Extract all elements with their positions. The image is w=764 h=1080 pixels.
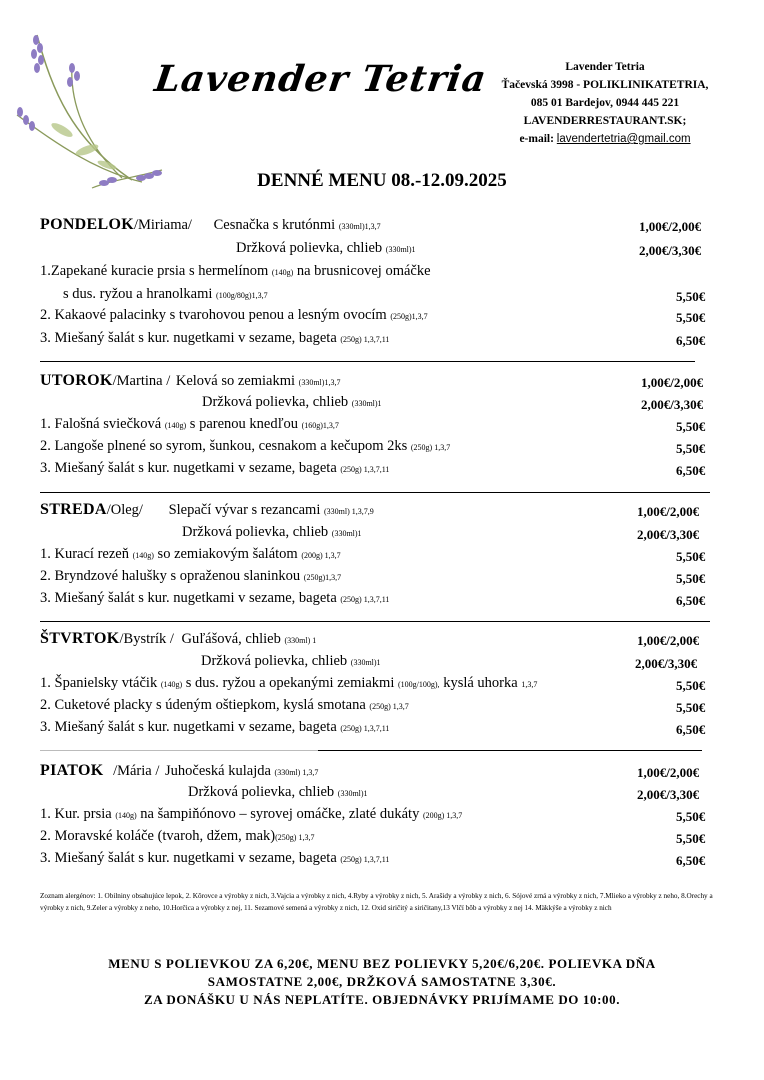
tuesday-meal1-row <box>40 416 339 433</box>
email-label: e-mail: <box>519 133 554 145</box>
thursday-soup2-row <box>201 653 381 670</box>
meal-note: (140g) <box>271 268 294 277</box>
meal-note: (250g) 1,3,7 <box>369 702 409 711</box>
thursday-meal1-row <box>40 675 537 692</box>
meal-name-cont: na brusnicovej omáčke <box>296 263 431 279</box>
meal-name: 2. Bryndzové halušky s opraženou slaninkou <box>40 568 301 584</box>
price: 1,00€/2,00€ <box>637 633 700 648</box>
price: 1,00€/2,00€ <box>641 375 704 390</box>
separator-line <box>40 621 710 622</box>
meal-note: (250g) 1,3,7,11 <box>340 595 390 604</box>
price: 5,50€ <box>676 678 706 693</box>
day-name: ŠTVRTOK <box>40 630 120 647</box>
tuesday-meal3-row <box>40 460 389 477</box>
soup-name: Guľášová, chlieb <box>181 631 281 647</box>
price: 5,50€ <box>676 809 706 824</box>
price: 6,50€ <box>676 722 706 737</box>
meal-note: (250g) 1,3,7 <box>275 833 315 842</box>
soup-note: (330ml) 1,3,7,9 <box>324 507 374 516</box>
friday-soup2-row <box>188 784 368 801</box>
meal-note: (200g) 1,3,7 <box>422 811 463 820</box>
price: 1,00€/2,00€ <box>639 219 702 234</box>
meal-note: 1,3,7 <box>521 680 538 689</box>
contact-street: Ťačevská 3998 - POLIKLINIKATETRIA, <box>501 79 709 91</box>
price: 1,00€/2,00€ <box>637 504 700 519</box>
meal-name: 3. Miešaný šalát s kur. nugetkami v sezame, bageta <box>40 850 337 866</box>
price: 5,50€ <box>676 571 706 586</box>
soup-name: Slepačí vývar s rezancami <box>168 502 321 518</box>
contact-web: LAVENDERRESTAURANT.SK; <box>523 115 687 127</box>
wednesday-meal2-row <box>40 568 341 585</box>
soup-note: (330ml) 1,3,7 <box>274 768 319 777</box>
soup-note: (330ml)1 <box>385 245 416 254</box>
meal-note: (140g) <box>115 811 137 820</box>
wednesday-meal3-row <box>40 590 389 607</box>
meal-note: (100g/80g)1,3,7 <box>216 291 268 300</box>
allergen-list: Zoznam alergénov: 1. Obilniny obsahujúce lepok, 2. Kôrovce a výrobky z nich, 3.Vajcia a výrobky z nich, 4.Ryby a výrobky z nich, 5. Arašidy a výrobky z nich, 6. Sójové zrná a výrobky z nich, 7.Mlieko a výrobky z neho, 8.Orechy a výrobky z nich, 9.Zeler a výrobky z neho, 10.Horčica a výrobky z nej, 11. Sezamové semená a výrobky z nich, 12. Oxid siričitý a siričitany,13 Vlčí bôb a výrobky z nej 14. Mäkkýše a výrobky z nich <box>40 892 713 912</box>
meal-name: 1. Španielsky vtáčik <box>40 675 158 691</box>
price: 6,50€ <box>676 853 706 868</box>
wednesday-soup1-row <box>40 501 374 519</box>
friday-soup1-row <box>40 762 318 780</box>
footer-note <box>40 955 724 1009</box>
day-name: UTOROK <box>40 372 113 389</box>
meal-note: (140g) <box>132 551 154 560</box>
meal-note: (250g) 1,3,7,11 <box>340 724 390 733</box>
monday-soup1-row <box>40 216 381 234</box>
meal-name: 1. Kur. prsia <box>40 806 112 822</box>
tuesday-meal2-row <box>40 438 450 455</box>
meal-note: (250g)1,3,7 <box>390 312 428 321</box>
soup-note: (330ml)1 <box>351 399 382 408</box>
footer-line: ZA DONÁŠKU U NÁS NEPLATÍTE. OBJEDNÁVKY PRIJÍMAME DO 10:00. <box>143 992 621 1007</box>
price: 2,00€/3,30€ <box>637 527 700 542</box>
price: 5,50€ <box>676 441 706 456</box>
tuesday-soup1-row <box>40 372 340 390</box>
meal-note: (140g) <box>164 421 187 430</box>
contact-name: Lavender Tetria <box>565 61 645 73</box>
price: 2,00€/3,30€ <box>637 787 700 802</box>
meal-note: (250g) 1,3,7 <box>410 443 451 452</box>
chef-name: /Miriama/ <box>133 217 192 233</box>
day-name: PIATOK <box>40 762 104 779</box>
meal-name-cont: s parenou knedľou <box>189 416 298 432</box>
friday-meal1-row <box>40 806 462 823</box>
meal-note: (250g) 1,3,7,11 <box>340 465 390 474</box>
soup-note: (330ml)1 <box>331 529 362 538</box>
footer-line: SAMOSTATNE 2,00€, DRŽKOVÁ SAMOSTATNE 3,30€. <box>207 974 557 989</box>
wednesday-meal1-row <box>40 546 341 563</box>
soup-name: Držková polievka, chlieb <box>201 653 348 669</box>
separator-line-light <box>40 750 318 751</box>
meal-name-cont: na šampiňónovo – syrovej omáčke, zlaté dukáty <box>140 806 420 822</box>
meal-note: (140g) <box>160 680 183 689</box>
meal-name: 2. Langoše plnené so syrom, šunkou, cesnakom a kečupom 2ks <box>40 438 408 454</box>
chef-name: /Bystrík / <box>119 631 174 647</box>
meal-name: 3. Miešaný šalát s kur. nugetkami v sezame, bageta <box>40 330 337 346</box>
monday-meal1-row2 <box>63 286 268 303</box>
soup-name: Držková polievka, chlieb <box>182 524 329 540</box>
price: 6,50€ <box>676 333 706 348</box>
separator-line <box>40 361 695 362</box>
price: 5,50€ <box>676 831 706 846</box>
meal-note: (250g) 1,3,7,11 <box>340 855 390 864</box>
meal-name-cont: s dus. ryžou a hranolkami <box>63 286 213 302</box>
contact-city-phone: 085 01 Bardejov, 0944 445 221 <box>530 97 680 109</box>
tuesday-soup2-row <box>202 394 382 411</box>
monday-soup2-row <box>236 240 416 257</box>
day-name: STREDA <box>40 501 107 518</box>
menu-title: DENNÉ MENU 08.-12.09.2025 <box>257 170 507 191</box>
meal-note: (250g)1,3,7 <box>303 573 342 582</box>
meal-name: 1. Kurací rezeň <box>40 546 129 562</box>
meal-name-cont: s dus. ryžou a opekanými zemiakmi <box>185 675 395 691</box>
meal-name: 2. Kakaové palacinky s tvarohovou penou a lesným ovocím <box>40 307 387 323</box>
separator-line <box>318 750 702 751</box>
thursday-meal2-row <box>40 697 409 714</box>
price: 6,50€ <box>676 463 706 478</box>
soup-note: (330ml)1,3,7 <box>298 378 341 387</box>
price: 2,00€/3,30€ <box>641 397 704 412</box>
meal-note: (160g)1,3,7 <box>301 421 339 430</box>
soup-note: (330ml)1 <box>350 658 381 667</box>
soup-note: (330ml)1 <box>337 789 368 798</box>
friday-meal2-row <box>40 828 314 845</box>
monday-meal1-row <box>40 263 431 280</box>
soup-name: Držková polievka, chlieb <box>202 394 349 410</box>
chef-name: /Mária / <box>113 763 160 779</box>
price: 2,00€/3,30€ <box>639 243 702 258</box>
monday-meal3-row <box>40 330 389 347</box>
price: 5,50€ <box>676 289 706 304</box>
thursday-soup1-row <box>40 630 316 648</box>
wednesday-soup2-row <box>182 524 362 541</box>
price: 5,50€ <box>676 419 706 434</box>
meal-name: 3. Miešaný šalát s kur. nugetkami v sezame, bageta <box>40 460 337 476</box>
thursday-meal3-row <box>40 719 389 736</box>
price: 5,50€ <box>676 310 706 325</box>
separator-line <box>40 492 710 493</box>
meal-name: 1. Falošná sviečková <box>40 416 162 432</box>
meal-name-cont: so zemiakovým šalátom <box>157 546 298 562</box>
price: 6,50€ <box>676 593 706 608</box>
meal-name: 3. Miešaný šalát s kur. nugetkami v sezame, bageta <box>40 590 337 606</box>
friday-meal3-row <box>40 850 389 867</box>
soup-note: (330ml) 1 <box>284 636 317 645</box>
price: 1,00€/2,00€ <box>637 765 700 780</box>
meal-note: (200g) 1,3,7 <box>301 551 341 560</box>
meal-name: 3. Miešaný šalát s kur. nugetkami v sezame, bageta <box>40 719 337 735</box>
meal-note: (100g/100g), <box>398 680 440 689</box>
chef-name: /Oleg/ <box>106 502 143 518</box>
day-name: PONDELOK <box>40 216 134 233</box>
soup-name: Juhočeská kulajda <box>165 763 271 779</box>
meal-name: 2. Moravské koláče (tvaroh, džem, mak) <box>40 828 276 844</box>
brand-logo-text: Lavender Tetria <box>152 58 490 100</box>
price: 2,00€/3,30€ <box>635 656 698 671</box>
soup-name: Držková polievka, chlieb <box>236 240 383 256</box>
contact-email-row <box>480 130 730 148</box>
email-link[interactable]: lavendertetria@gmail.com <box>556 133 691 145</box>
meal-name-cont: kyslá uhorka <box>443 675 518 691</box>
soup-name: Cesnačka s krutónmi <box>213 217 336 233</box>
soup-name: Držková polievka, chlieb <box>188 784 335 800</box>
soup-name: Kelová so zemiakmi <box>175 373 296 389</box>
monday-meal2-row <box>40 307 428 324</box>
soup-note: (330ml)1,3,7 <box>338 222 381 231</box>
chef-name: /Martina / <box>112 373 171 389</box>
price: 5,50€ <box>676 700 706 715</box>
price: 5,50€ <box>676 549 706 564</box>
contact-block <box>480 58 730 148</box>
meal-note: (250g) 1,3,7,11 <box>340 335 390 344</box>
meal-name: 1.Zapekané kuracie prsia s hermelínom <box>40 263 269 279</box>
footer-line: MENU S POLIEVKOU ZA 6,20€, MENU BEZ POLIEVKY 5,20€/6,20€. POLIEVKA DŇA <box>108 956 656 971</box>
meal-name: 2. Cuketové placky s údeným oštiepkom, kyslá smotana <box>40 697 366 713</box>
